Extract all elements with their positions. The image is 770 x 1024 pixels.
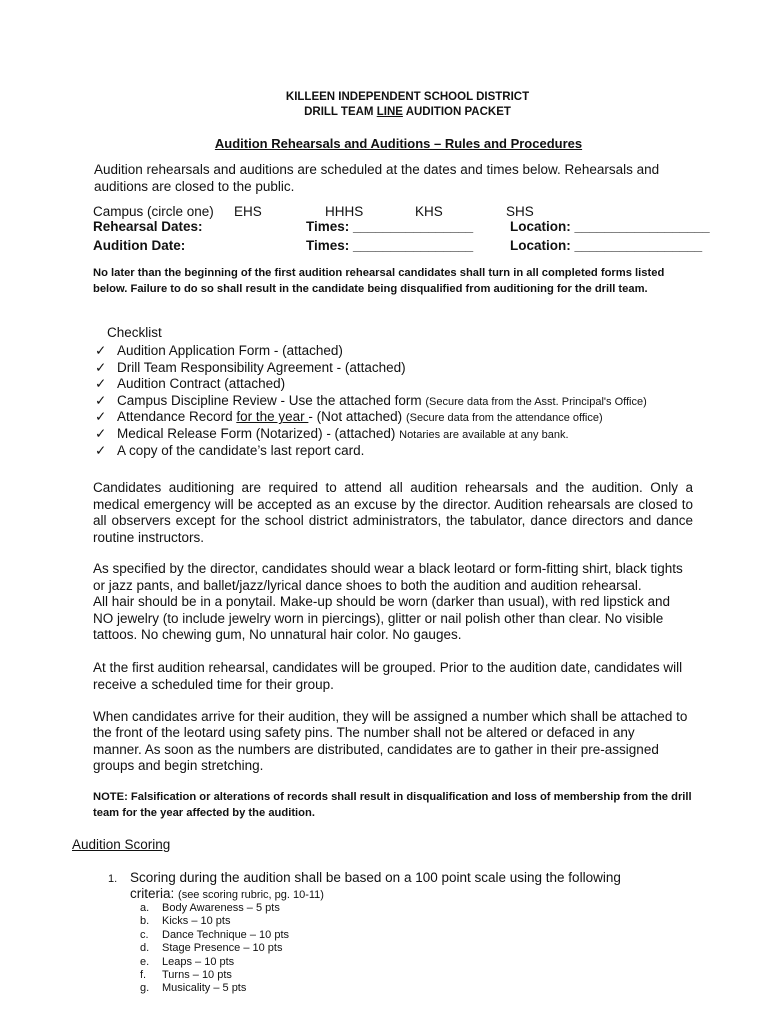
packet-title-prefix: DRILL TEAM: [304, 106, 377, 118]
groups-line: At the first audition rehearsal, candidates will be grouped. Prior to the audition date, candidates will: [93, 660, 683, 675]
checklist: [95, 343, 647, 459]
campus-option-khs: KHS: [415, 204, 443, 219]
numbers-line: the front of the leotard using safety pins. The number shall not be altered or defaced in any: [93, 725, 635, 740]
check-icon: ✓: [95, 425, 107, 441]
checklist-item: ✓ Medical Release Form (Notarized) - (attached) Notaries are available at any bank.: [95, 425, 569, 441]
numbers-line: manner. As soon as the numbers are distributed, candidates are to gather in their pre-assigned: [93, 742, 659, 757]
criteria-item: d. Stage Presence – 10 pts: [140, 942, 283, 955]
intro-paragraph: Audition rehearsals and auditions are scheduled at the dates and times below. Rehearsals and auditions are closed to the public.: [94, 162, 660, 194]
campus-option-ehs: EHS: [234, 204, 262, 219]
attire-line: tattoos. No chewing gum, No unnatural hair color. No gauges.: [93, 627, 462, 642]
criteria-item: c. Dance Technique – 10 pts: [140, 928, 289, 941]
packet-title-suffix: AUDITION PACKET: [402, 106, 511, 118]
checklist-item: ✓ Attendance Record for the year - (Not attached) (Secure data from the attendance office): [95, 409, 603, 425]
check-icon: ✓: [95, 409, 107, 425]
scoring-text: Scoring during the audition shall be based on a 100 point scale using the following: [130, 870, 621, 885]
criteria-item: f. Turns – 10 pts: [140, 968, 232, 981]
section-title: Audition Rehearsals and Auditions – Rules and Procedures: [214, 136, 583, 151]
criteria-item: e. Leaps – 10 pts: [140, 955, 235, 968]
packet-title: [0, 106, 770, 118]
scoring-rubric-note: (see scoring rubric, pg. 10-11): [178, 889, 324, 901]
scoring-heading: Audition Scoring: [72, 837, 171, 852]
numbers-line: When candidates arrive for their audition, they will be assigned a number which shall be attached to: [93, 709, 688, 724]
check-icon: ✓: [95, 392, 107, 408]
groups-line: receive a scheduled time for their group.: [93, 677, 334, 692]
attendance-paragraph: Candidates auditioning are required to attend all audition rehearsals and the audition. Only a medical emergency will be accepted as an excuse by the director. Audition rehearsals are closed to all observers except for the school district administrators, the tabulator, dance directors and dance routine instructors.: [93, 480, 693, 545]
checklist-item: ✓ Audition Application Form - (attached): [95, 343, 343, 358]
forms-notice: No later than the beginning of the first audition rehearsal candidates shall turn in all completed forms listed below. Failure to do so shall result in the candidate being disqualified from auditioning for the drill team.: [93, 267, 665, 295]
checklist-item-note: (Secure data from the attendance office): [405, 412, 603, 425]
checklist-item: ✓ Campus Discipline Review - Use the attached form (Secure data from the Asst. Principal's Office): [95, 392, 647, 408]
campus-option-hhhs: HHHS: [325, 204, 364, 219]
checklist-item-note: Notaries are available at any bank.: [399, 428, 569, 441]
attire-line: NO jewelry (to include jewelry worn in piercings), glitter or nail polish other than clear. No visible: [93, 611, 664, 626]
falsification-note: NOTE: Falsification or alterations of records shall result in disqualification and loss of membership from the drill team for the year affected by the audition.: [93, 791, 692, 819]
audition-date-label: Audition Date:: [93, 238, 186, 253]
packet-title-line: LINE: [376, 106, 403, 118]
campus-label: Campus (circle one): [93, 204, 214, 219]
rehearsal-times-field: Times: ________________: [306, 219, 474, 234]
criteria-item: a. Body Awareness – 5 pts: [140, 902, 280, 914]
audition-times-field: Times: ________________: [306, 238, 474, 253]
attire-line: or jazz pants, and ballet/jazz/lyrical dance shoes to both the audition and audition rehearsal.: [93, 578, 642, 593]
attire-line: As specified by the director, candidates should wear a black leotard or form-fitting shirt, black tights: [93, 561, 683, 576]
checklist-title: Checklist: [107, 325, 162, 340]
checklist-item: ✓ Audition Contract (attached): [95, 376, 286, 392]
checklist-item-note: (Secure data from the Asst. Principal's Office): [425, 395, 647, 408]
check-icon: ✓: [95, 442, 107, 458]
scoring-text-criteria: criteria: (see scoring rubric, pg. 10-11): [130, 886, 324, 901]
audition-location-field: Location: _________________: [510, 238, 703, 253]
criteria-item: g. Musicality – 5 pts: [140, 982, 247, 995]
campus-option-shs: SHS: [506, 204, 534, 219]
check-icon: ✓: [95, 359, 107, 375]
attire-line: All hair should be in a ponytail. Make-up should be worn (darker than usual), with red lipstick and: [93, 594, 671, 609]
district-name: KILLEEN INDEPENDENT SCHOOL DISTRICT: [285, 91, 530, 103]
criteria-list: [140, 902, 289, 996]
rehearsal-location-field: Location: __________________: [510, 219, 710, 234]
checklist-item: ✓ A copy of the candidate’s last report card.: [95, 442, 365, 458]
checklist-item: ✓ Drill Team Responsibility Agreement - (attached): [95, 359, 406, 375]
check-icon: ✓: [95, 343, 107, 358]
numbers-line: groups and begin stretching.: [93, 758, 264, 773]
criteria-item: b. Kicks – 10 pts: [140, 915, 231, 928]
check-icon: ✓: [95, 376, 107, 392]
rehearsal-dates-label: Rehearsal Dates:: [93, 219, 203, 234]
scoring-item-number: 1.: [108, 873, 118, 885]
